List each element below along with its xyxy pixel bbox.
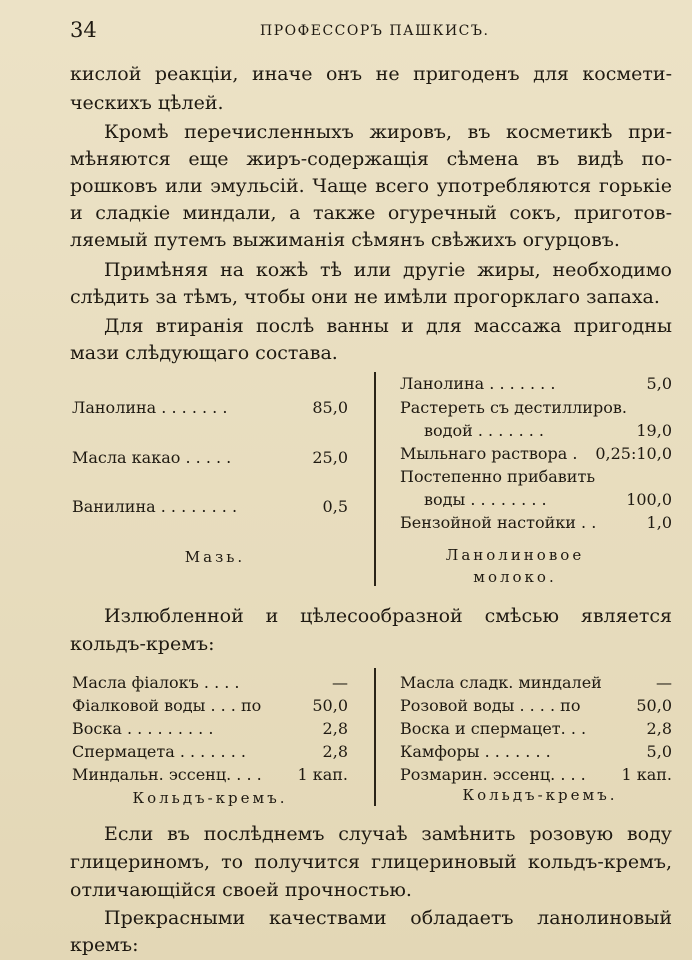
ingredient-amount: 0,25:10,0 xyxy=(595,444,672,463)
ingredient-name: Миндальн. эссенц. . . . xyxy=(72,765,262,784)
ingredient-name: Розмарин. эссенц. . . . xyxy=(400,765,586,784)
text-line: Прекрасными качествами обладаетъ ланолиновый xyxy=(104,907,672,929)
recipe-row xyxy=(400,742,672,762)
text-line: мѣняются еще жиръ-содержащія сѣмена въ видѣ по- xyxy=(70,148,672,170)
page-number: 34 xyxy=(70,18,97,42)
recipe-row xyxy=(400,513,672,533)
recipe-row xyxy=(400,467,672,487)
ingredient-amount: 2,8 xyxy=(322,742,348,761)
recipe-row xyxy=(400,765,672,785)
text-line: кислой реакціи, иначе онъ не пригоденъ для космети- xyxy=(70,63,672,85)
ingredient-amount: — xyxy=(332,673,348,692)
recipe-row xyxy=(72,742,348,762)
ingredient-name: Постепенно прибавить xyxy=(400,467,596,486)
ingredient-name: Масла сладк. миндалей xyxy=(400,673,602,692)
recipe-row xyxy=(72,719,348,739)
recipe-row xyxy=(72,448,348,468)
text-line: ляемый путемъ выжиманія сѣмянъ свѣжихъ огурцовъ. xyxy=(70,229,620,251)
ingredient-name: Воска . . . . . . . . . xyxy=(72,719,214,738)
ingredient-name: Камфоры . . . . . . . xyxy=(400,742,551,761)
recipe-row xyxy=(424,490,672,510)
recipe-row xyxy=(400,398,672,418)
recipe-caption: Ланолиновое xyxy=(445,546,585,564)
recipe-caption: молоко. xyxy=(473,568,557,586)
ingredient-name: водой . . . . . . . xyxy=(424,421,544,440)
recipe-row xyxy=(400,374,672,394)
ingredient-name: Масла фіалокъ . . . . xyxy=(72,673,240,692)
ingredient-amount: 19,0 xyxy=(636,421,672,440)
ingredient-amount: 2,8 xyxy=(646,719,672,738)
recipe-row xyxy=(424,421,672,441)
text-line: Излюбленной и цѣлесообразной смѣсью является xyxy=(104,605,672,627)
column-divider xyxy=(374,668,376,806)
ingredient-name: Спермацета . . . . . . . xyxy=(72,742,246,761)
ingredient-amount: 1 кап. xyxy=(297,765,348,784)
recipe-caption: Мазь. xyxy=(184,548,246,566)
text-line: Кромѣ перечисленныхъ жировъ, въ косметикѣ при- xyxy=(104,121,672,143)
ingredient-name: Ванилина . . . . . . . . xyxy=(72,497,238,516)
text-line: и сладкіе миндали, а также огуречный сокъ, приготов- xyxy=(70,202,672,224)
recipe-row xyxy=(72,765,348,785)
text-line: глицериномъ, то получится глицериновый кольдъ-кремъ, xyxy=(70,851,672,873)
text-line: ческихъ цѣлей. xyxy=(70,92,224,114)
recipe-row xyxy=(400,444,672,464)
text-line: кремъ: xyxy=(70,934,139,956)
ingredient-name: Ланолина . . . . . . . xyxy=(72,398,228,417)
running-header xyxy=(70,18,664,48)
ingredient-name: Мыльнаго раствора . xyxy=(400,444,578,463)
ingredient-amount: 50,0 xyxy=(636,696,672,715)
ingredient-name: Растереть съ дестиллиров. xyxy=(400,398,627,417)
running-title: ПРОФЕССОРЪ ПАШКИСЪ. xyxy=(260,23,490,39)
ingredient-name: Воска и спермацет. . . xyxy=(400,719,587,738)
recipe-caption: Кольдъ-кремъ. xyxy=(132,789,288,807)
text-line: Примѣняя на кожѣ тѣ или другіе жиры, необходимо xyxy=(104,259,672,281)
recipe-row xyxy=(400,696,672,716)
text-line: кольдъ-кремъ: xyxy=(70,633,215,655)
ingredient-amount: 0,5 xyxy=(322,497,348,516)
text-line: отличающійся своей прочностью. xyxy=(70,879,412,901)
recipe-row xyxy=(400,719,672,739)
text-line: слѣдить за тѣмъ, чтобы они не имѣли прогорклаго запаха. xyxy=(70,286,660,308)
ingredient-name: Бензойной настойки . . xyxy=(400,513,597,532)
ingredient-name: Ланолина . . . . . . . xyxy=(400,374,556,393)
text-line: Если въ послѣднемъ случаѣ замѣнить розовую воду xyxy=(104,823,672,845)
text-line: мази слѣдующаго состава. xyxy=(70,342,338,364)
ingredient-amount: 50,0 xyxy=(312,696,348,715)
text-line: Для втиранія послѣ ванны и для массажа пригодны xyxy=(104,315,672,337)
ingredient-name: Розовой воды . . . . по xyxy=(400,696,581,715)
ingredient-name: Масла какао . . . . . xyxy=(72,448,232,467)
column-divider xyxy=(374,372,376,586)
ingredient-name: Фіалковой воды . . . по xyxy=(72,696,262,715)
recipe-row xyxy=(72,398,348,418)
recipe-row xyxy=(72,673,348,693)
ingredient-amount: 2,8 xyxy=(322,719,348,738)
recipe-row xyxy=(72,696,348,716)
ingredient-amount: 25,0 xyxy=(312,448,348,467)
ingredient-amount: 1,0 xyxy=(646,513,672,532)
recipe-row xyxy=(400,673,672,693)
ingredient-amount: 5,0 xyxy=(646,374,672,393)
ingredient-amount: — xyxy=(656,673,672,692)
text-line: рошковъ или эмульсій. Чаще всего употребляются горькіе xyxy=(70,175,672,197)
ingredient-amount: 85,0 xyxy=(312,398,348,417)
ingredient-amount: 100,0 xyxy=(626,490,672,509)
ingredient-amount: 1 кап. xyxy=(621,765,672,784)
recipe-row xyxy=(72,497,348,517)
recipe-caption: Кольдъ-кремъ. xyxy=(462,786,618,804)
ingredient-amount: 5,0 xyxy=(646,742,672,761)
ingredient-name: воды . . . . . . . . xyxy=(424,490,547,509)
